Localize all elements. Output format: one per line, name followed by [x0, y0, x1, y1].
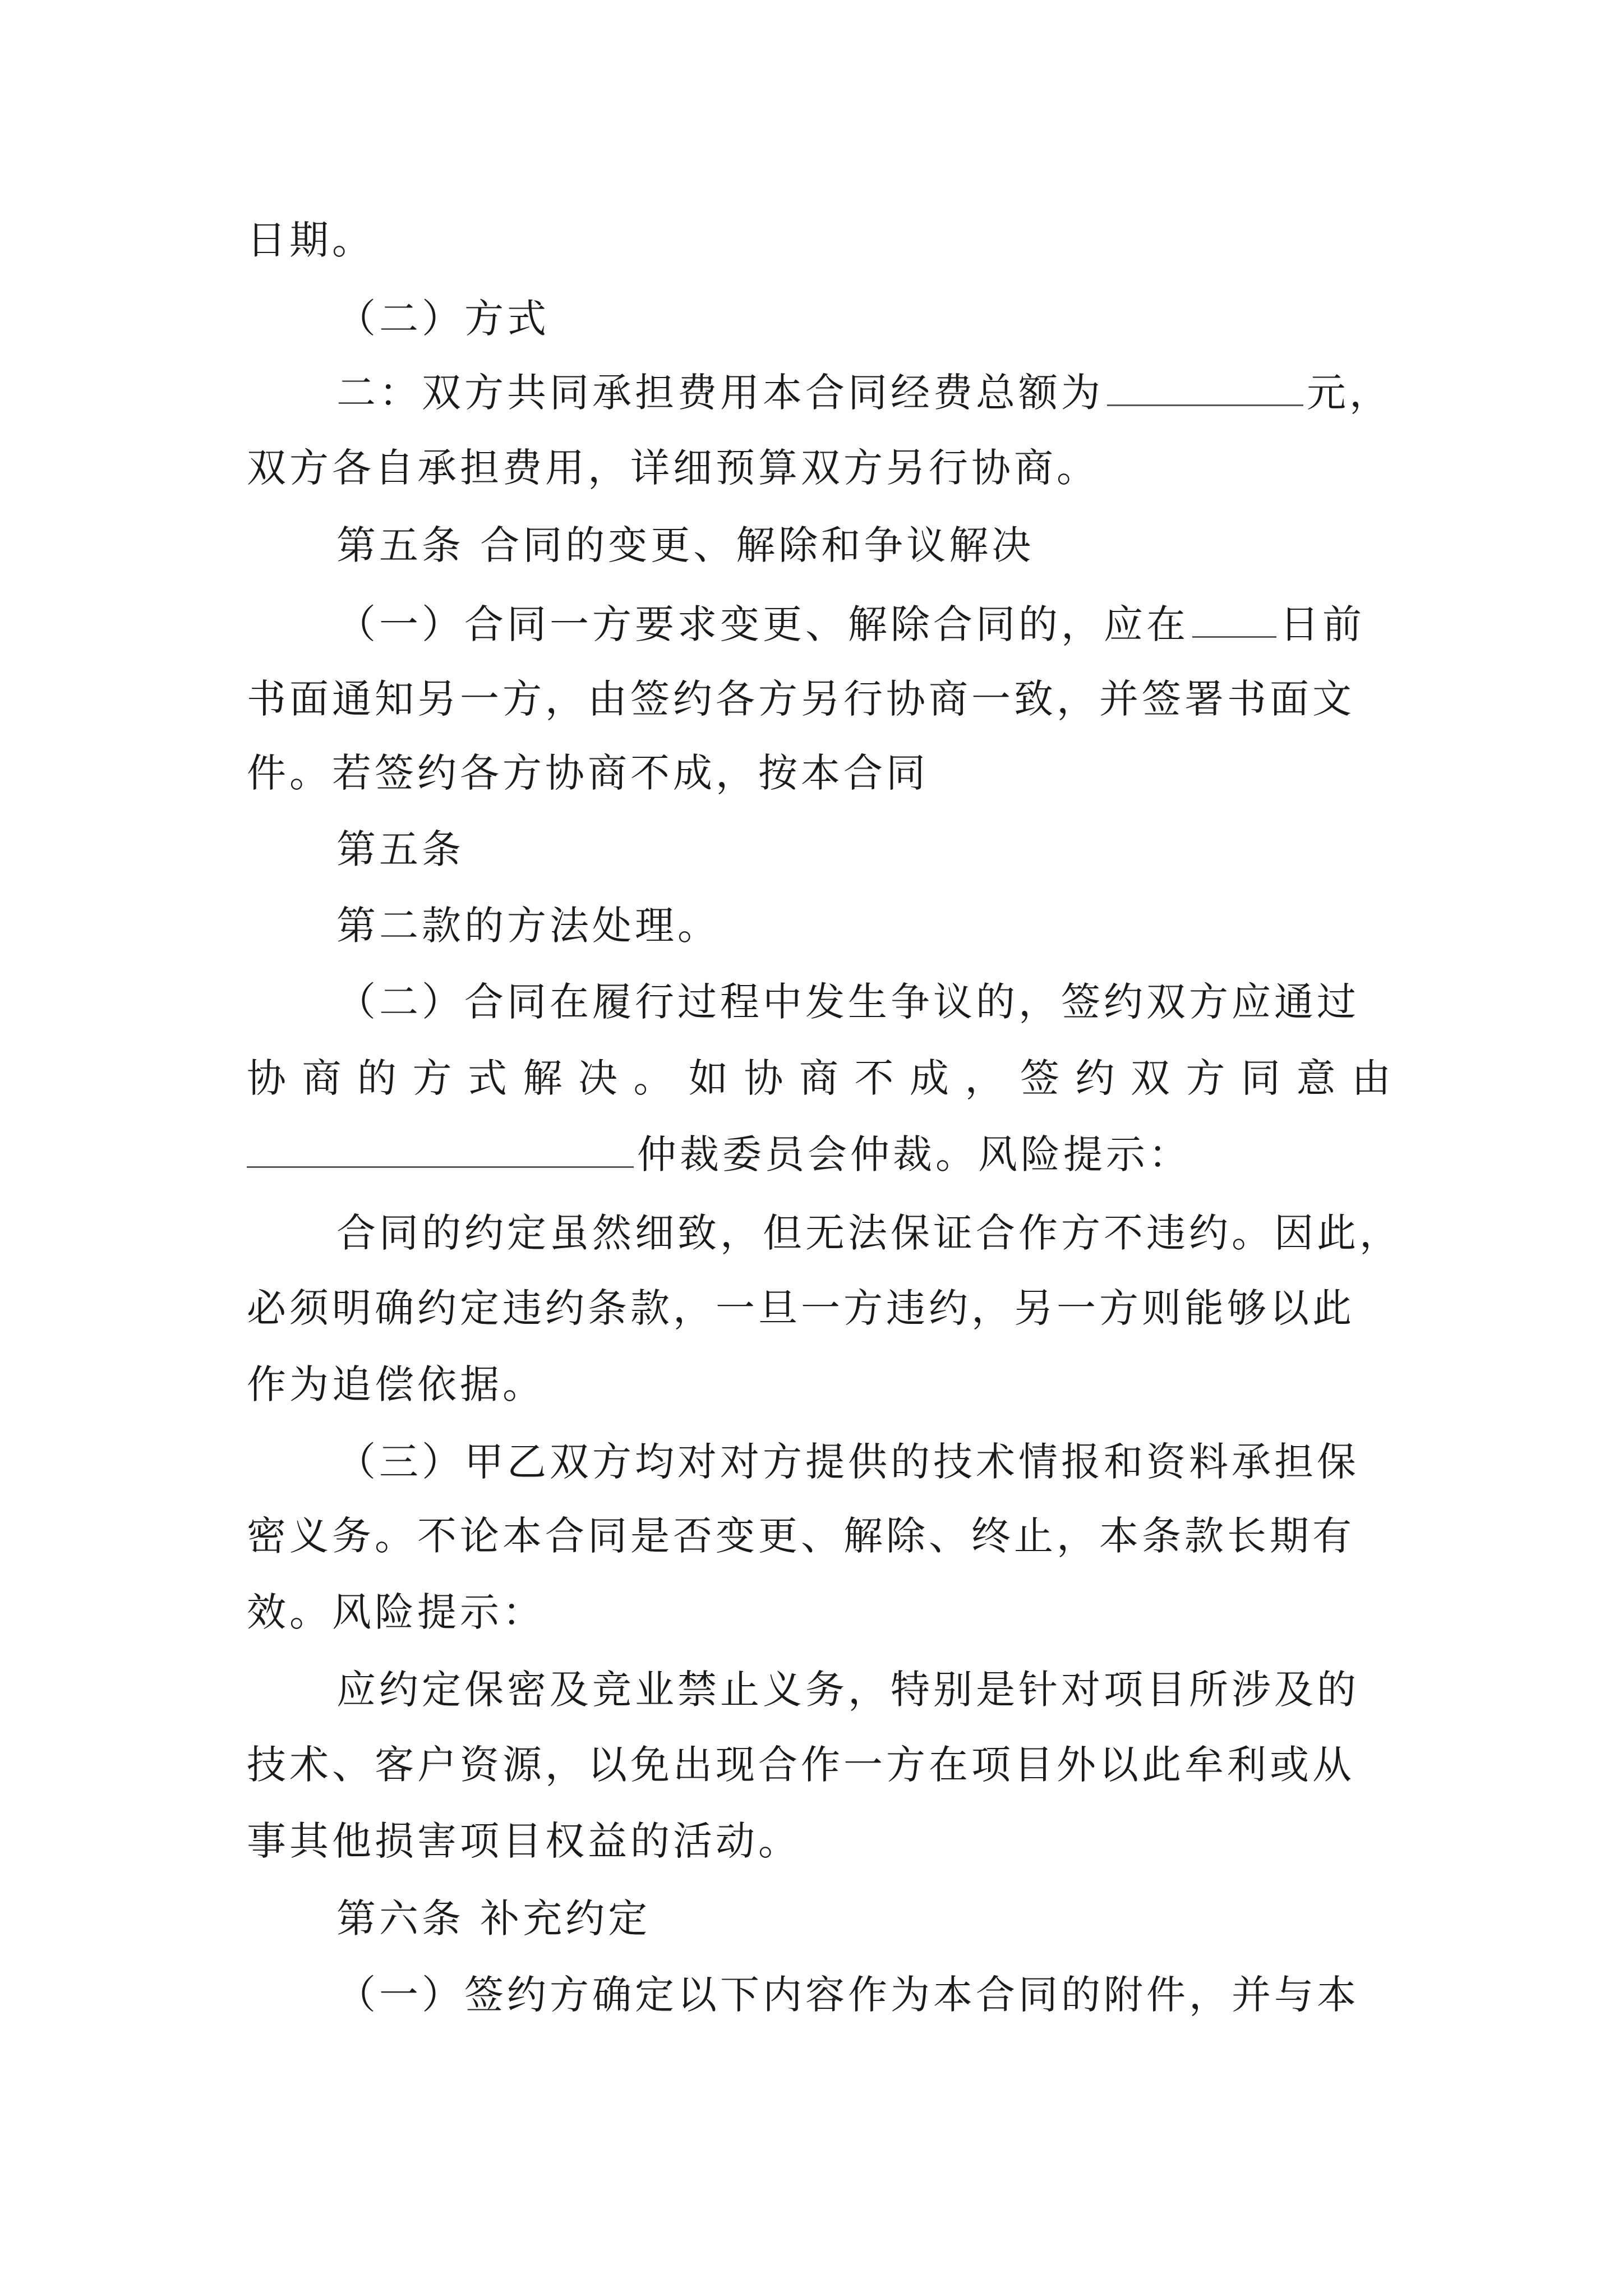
arbitration-committee-blank [247, 1131, 634, 1168]
justified-char: 式 [468, 1055, 507, 1101]
section-heading: （二）方式 [336, 296, 550, 342]
justified-char: 。 [633, 1055, 673, 1101]
text-line: （一）签约方确定以下内容作为本合同的附件，并与本 [336, 1972, 1359, 2018]
text-line: 技术、客户资源，以免出现合作一方在项目外以此牟利或从 [247, 1742, 1355, 1788]
justified-char: 协 [247, 1055, 286, 1101]
justified-char: 双 [1131, 1055, 1170, 1101]
text-line [336, 597, 1391, 651]
justified-char: 商 [799, 1055, 838, 1101]
text-line: 合同的约定虽然细致，但无法保证合作方不违约。因此， [336, 1210, 1402, 1256]
justified-char: 方 [1186, 1055, 1225, 1101]
justified-char: ， [965, 1055, 1004, 1101]
justified-char: 意 [1296, 1055, 1336, 1101]
justified-char: 解 [523, 1055, 562, 1101]
text-line: （二）合同在履行过程中发生争议的，签约双方应通过 [336, 979, 1359, 1025]
justified-text-line [247, 1051, 1391, 1105]
justified-char: 如 [689, 1055, 728, 1101]
justified-char: 由 [1352, 1055, 1391, 1101]
justified-char: 同 [1241, 1055, 1280, 1101]
text-segment: 二：双方共同承担费用本合同经费总额为 [336, 370, 1104, 416]
article-heading: 第五条 合同的变更、解除和争议解决 [336, 522, 1035, 568]
text-line: 必须明确约定违约条款，一旦一方违约，另一方则能够以此 [247, 1285, 1355, 1331]
text-line: 第二款的方法处理。 [336, 903, 720, 949]
days-blank [1192, 601, 1276, 638]
text-line: 第五条 [336, 826, 464, 872]
justified-char: 不 [854, 1055, 894, 1101]
amount-blank [1107, 370, 1303, 406]
justified-char: 协 [744, 1055, 783, 1101]
text-line: 效。风险提示： [247, 1589, 545, 1635]
text-segment: （一）合同一方要求变更、解除合同的，应在 [336, 601, 1189, 647]
text-segment: 日前 [1280, 601, 1365, 647]
text-line: 密义务。不论本合同是否变更、解除、终止，本条款长期有 [247, 1513, 1355, 1559]
justified-char: 的 [357, 1055, 396, 1101]
text-line [247, 1128, 1391, 1181]
text-line: 日期。 [247, 217, 375, 263]
justified-char: 方 [412, 1055, 452, 1101]
justified-char: 决 [578, 1055, 617, 1101]
justified-char: 约 [1075, 1055, 1115, 1101]
text-segment: 元， [1307, 370, 1392, 416]
article-heading: 第六条 补充约定 [336, 1895, 651, 1941]
text-line: 事其他损害项目权益的活动。 [247, 1818, 801, 1864]
justified-char: 签 [1020, 1055, 1059, 1101]
text-segment: 仲裁委员会仲裁。风险提示： [637, 1131, 1191, 1177]
justified-char: 商 [302, 1055, 342, 1101]
text-line: （三）甲乙双方均对对方提供的技术情报和资料承担保 [336, 1439, 1359, 1485]
text-line: 书面通知另一方，由签约各方另行协商一致，并签署书面文 [247, 676, 1355, 722]
text-line: 双方各自承担费用，详细预算双方另行协商。 [247, 445, 1099, 491]
text-line: 应约定保密及竞业禁止义务，特别是针对项目所涉及的 [336, 1667, 1359, 1713]
justified-char: 成 [910, 1055, 949, 1101]
text-line [336, 366, 1391, 420]
text-line: 作为追偿依据。 [247, 1361, 545, 1407]
text-line: 件。若签约各方协商不成，按本合同 [247, 750, 929, 796]
